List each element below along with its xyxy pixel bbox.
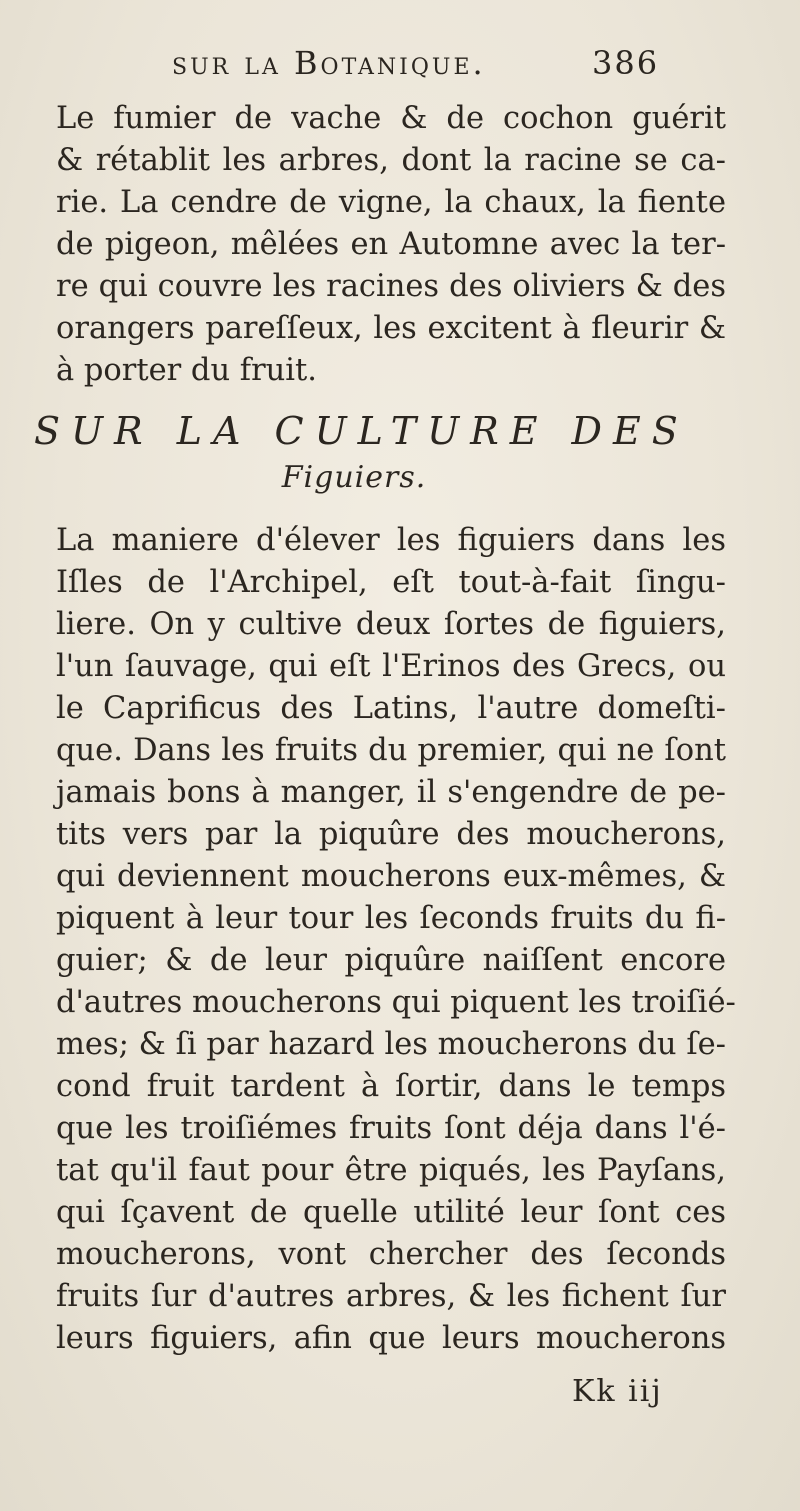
paragraph-figs <box>56 520 736 1360</box>
text-line: orangers pareſſeux, les excitent à fleurir & <box>56 311 726 346</box>
text-line: jamais bons à manger, il s'engendre de pe- <box>56 775 726 810</box>
text-line: l'un ſauvage, qui eſt l'Erinos des Grecs, ou <box>56 649 726 684</box>
text-line: Iſles de l'Archipel, eſt tout-à-fait ſingu- <box>56 565 726 600</box>
paragraph-fertilizer <box>56 98 726 392</box>
text-line: de pigeon, mêlées en Automne avec la ter- <box>56 227 726 262</box>
page-number: 386 <box>592 44 660 82</box>
text-line: qui deviennent moucherons eux-mêmes, & <box>56 859 726 894</box>
running-head <box>0 44 800 92</box>
text-line: que les troiſiémes fruits ſont déja dans l'é- <box>56 1111 726 1146</box>
text-line: mes; & ſi par hazard les moucherons du ſe- <box>56 1027 726 1062</box>
text-line: rie. La cendre de vigne, la chaux, la fiente <box>56 185 726 220</box>
text-line: guier; & de leur piquûre naiſſent encore <box>56 943 726 978</box>
text-line: cond fruit tardent à ſortir, dans le temps <box>56 1069 726 1104</box>
section-subheading: Figuiers. <box>281 460 427 495</box>
text-line: à porter du fruit. <box>56 353 318 388</box>
section-heading: SUR LA CULTURE DES <box>34 409 689 453</box>
text-line: piquent à leur tour les ſeconds fruits du fi- <box>56 901 726 936</box>
text-line: La maniere d'élever les figuiers dans les <box>56 523 726 558</box>
text-line: tits vers par la piquûre des moucherons, <box>56 817 726 852</box>
text-line: re qui couvre les racines des oliviers & des <box>56 269 726 304</box>
text-line: Le fumier de vache & de cochon guérit <box>56 101 726 136</box>
running-title: sur la Botanique. <box>172 44 486 82</box>
text-line: moucherons, vont chercher des ſeconds <box>56 1237 726 1272</box>
text-line: le Caprificus des Latins, l'autre domeſti- <box>56 691 726 726</box>
text-line: d'autres moucherons qui piquent les troiſié- <box>56 985 736 1020</box>
text-line: tat qu'il faut pour être piqués, les Payſans, <box>56 1153 726 1188</box>
text-line: & rétablit les arbres, dont la racine se ca- <box>56 143 726 178</box>
text-line: que. Dans les fruits du premier, qui ne ſont <box>56 733 726 768</box>
text-line: liere. On y cultive deux ſortes de figuiers, <box>56 607 726 642</box>
text-line: qui ſçavent de quelle utilité leur ſont ces <box>56 1195 726 1230</box>
text-line: fruits ſur d'autres arbres, & les fichent ſur <box>56 1279 726 1314</box>
text-line: leurs figuiers, afin que leurs moucherons <box>56 1321 726 1356</box>
signature-mark: Kk iij <box>572 1374 663 1409</box>
